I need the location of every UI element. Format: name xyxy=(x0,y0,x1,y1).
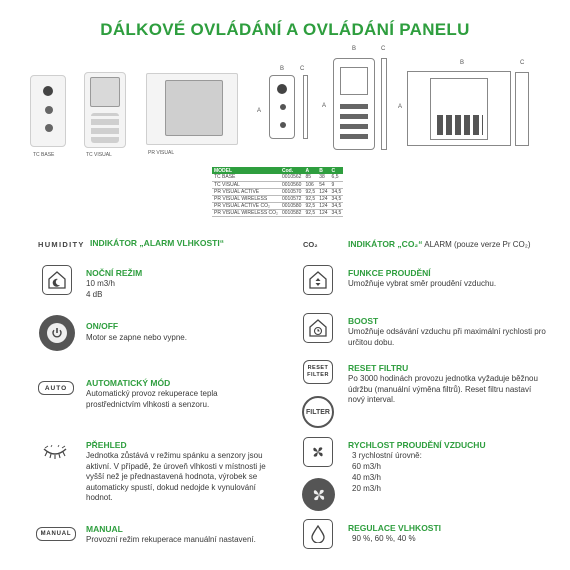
tc-base-side-drawing xyxy=(303,75,308,139)
spec-header-c: C xyxy=(330,167,344,174)
spec-cell: 38 xyxy=(317,174,329,181)
tc-visual-screen xyxy=(90,77,120,107)
airflow-function-title: FUNKCE PROUDĚNÍ xyxy=(348,268,431,278)
spec-cell: 34,5 xyxy=(331,202,342,209)
spec-cell: 124 xyxy=(319,209,328,216)
pr-visual-side-drawing xyxy=(515,72,529,146)
spec-cell: 54 xyxy=(317,181,329,188)
table-row xyxy=(212,202,343,209)
spec-cell: 34,5 xyxy=(331,195,342,202)
dim-b-1: B xyxy=(280,66,285,72)
manual-text: Provozní režim rekuperace manuální nastavení. xyxy=(86,535,256,544)
humidity-regulation-text: 90 %, 60 %, 40 % xyxy=(352,534,416,543)
spec-cell: PR VISUAL ACTIVE xyxy=(212,188,280,195)
spec-cell: 0010572 xyxy=(282,195,302,202)
spec-table-header xyxy=(212,167,343,174)
humidity-regulation-title: REGULACE VLHKOSTI xyxy=(348,523,442,533)
power-button-icon xyxy=(43,86,53,96)
drawing-screen xyxy=(340,67,368,95)
spec-cell: 106 xyxy=(303,181,317,188)
pr-visual-screen xyxy=(165,80,223,136)
reset-filter-icon xyxy=(303,360,333,384)
spec-cell: 34,5 xyxy=(331,209,342,216)
spec-cell: 0010560 xyxy=(282,181,302,188)
auto-mode-title: AUTOMATICKÝ MÓD xyxy=(86,378,171,388)
spec-cell: 0010562 xyxy=(282,174,302,181)
dim-b-3: B xyxy=(460,60,465,66)
airflow-speed-levels: 3 rychlostní úrovně: xyxy=(352,451,422,460)
filter-icon: FILTER xyxy=(302,396,334,428)
pr-visual-caption: PR VISUAL xyxy=(148,150,175,156)
spec-cell: TC VISUAL xyxy=(212,181,280,188)
humidity-label: HUMIDITY xyxy=(38,240,85,249)
onoff-title: ON/OFF xyxy=(86,321,119,331)
dim-c-3: C xyxy=(520,60,525,66)
boost-text: Umožňuje odsávání vzduchu při maximální rychlosti pro určitou dobu. xyxy=(348,327,546,347)
moon-icon xyxy=(42,265,72,295)
spec-header-cod: Cod. xyxy=(280,167,303,174)
auto-icon: AUTO xyxy=(38,381,74,395)
spec-cell: 9 xyxy=(330,181,344,188)
airflow-function-text: Umožňuje vybrat směr proudění vzduchu. xyxy=(348,279,497,288)
spec-cell: TC BASE xyxy=(212,174,280,181)
dim-a-2: A xyxy=(322,103,327,109)
tc-visual-drawing xyxy=(333,58,375,150)
mode-icon xyxy=(45,124,53,132)
manual-icon: MANUAL xyxy=(36,527,76,541)
reset-filter-icon-line2: FILTER xyxy=(307,372,329,378)
spec-cell: 0010570 xyxy=(282,188,302,195)
night-mode-title: NOČNÍ REŽIM xyxy=(86,268,143,278)
sleep-eye-icon xyxy=(40,444,70,460)
spec-cell: 34,5 xyxy=(331,188,342,195)
spec-header-model: MODEL xyxy=(212,167,280,174)
night-mode-airflow: 10 m3/h xyxy=(86,279,115,288)
drawing-power-icon xyxy=(277,84,287,94)
overview-text: Jednotka zůstává v režimu spánku a senzory jsou aktivní. V případě, že úroveň vlhkosti v místnosti je vyšší než je přednastavená hodnota, výrobek se automaticky spustí, dokud nedojde k vynulování hodnot. xyxy=(86,451,266,502)
speed-icon xyxy=(45,106,53,114)
boost-title: BOOST xyxy=(348,316,379,326)
spec-cell: 92,5 xyxy=(305,195,316,202)
spec-cell: 0010582 xyxy=(282,209,302,216)
dim-b-2: B xyxy=(352,46,357,52)
airflow-direction-icon xyxy=(303,265,333,295)
drawing-keypad xyxy=(340,103,368,139)
drawing-keypad xyxy=(437,115,483,135)
reset-filter-text: Po 3000 hodinách provozu jednotka vyžaduje běžnou údržbu (manuální výměna filtrů). Reset filtru nastaví nový interval. xyxy=(348,374,538,404)
airflow-speed-20: 20 m3/h xyxy=(352,484,381,493)
overview-title: PŘEHLED xyxy=(86,440,127,450)
drawing-screen xyxy=(430,78,488,140)
tc-visual-keypad xyxy=(91,113,119,143)
co2-indicator-title: INDIKÁTOR „CO₂“ xyxy=(348,239,423,249)
dim-a-3: A xyxy=(398,104,403,110)
pr-visual-drawing xyxy=(407,71,511,146)
dim-a-1: A xyxy=(257,108,262,114)
reset-filter-icon-line1: RESET xyxy=(307,365,329,371)
manual-title: MANUAL xyxy=(86,524,123,534)
spec-cell: PR VISUAL ACTIVE CO₂ xyxy=(212,202,280,209)
co2-indicator-note: ALARM (pouze verze Pr CO₂) xyxy=(422,240,531,249)
tc-visual-caption: TC VISUAL xyxy=(86,152,112,158)
spec-cell: 92,5 xyxy=(305,188,316,195)
spec-cell: PR VISUAL WIRELESS CO₂ xyxy=(214,209,278,216)
airflow-speed-60: 60 m3/h xyxy=(352,462,381,471)
onoff-text: Motor se zapne nebo vypne. xyxy=(86,333,187,342)
humidity-drop-icon xyxy=(303,519,333,549)
spec-table xyxy=(212,167,343,217)
spec-cell: 0010580 xyxy=(282,202,302,209)
spec-cell: 6,5 xyxy=(330,174,344,181)
power-icon xyxy=(39,315,75,351)
spec-cell: 124 xyxy=(319,195,328,202)
tc-visual-side-drawing xyxy=(381,58,387,150)
airflow-speed-40: 40 m3/h xyxy=(352,473,381,482)
spec-cell: 124 xyxy=(319,188,328,195)
dim-c-1: C xyxy=(300,66,305,72)
fan-circle-icon xyxy=(302,478,335,511)
tc-base-drawing xyxy=(269,75,295,139)
drawing-dot-icon xyxy=(280,104,286,110)
table-row xyxy=(212,188,343,195)
reset-filter-title: RESET FILTRU xyxy=(348,363,409,373)
drawing-dot-icon xyxy=(280,122,286,128)
pr-visual-photo xyxy=(146,73,238,145)
tc-visual-photo xyxy=(84,72,126,148)
tc-base-caption: TC BASE xyxy=(33,152,55,158)
spec-cell: PR VISUAL WIRELESS xyxy=(212,195,280,202)
fan-speed-icon xyxy=(303,437,333,467)
spec-cell: 85 xyxy=(303,174,317,181)
co2-indicator xyxy=(348,239,531,251)
co2-label: CO₂ xyxy=(303,240,318,249)
boost-icon xyxy=(303,313,333,343)
auto-mode-text: Automatický provoz rekuperace tepla prostřednictvím vlhkosti a senzoru. xyxy=(86,389,218,409)
spec-cell: 92,5 xyxy=(305,209,316,216)
dim-c-2: C xyxy=(381,46,386,52)
page-title: DÁLKOVÉ OVLÁDÁNÍ A OVLÁDÁNÍ PANELU xyxy=(100,20,470,39)
night-mode-noise: 4 dB xyxy=(86,290,103,299)
spec-cell: 124 xyxy=(319,202,328,209)
table-row xyxy=(212,174,343,181)
table-row xyxy=(212,209,343,216)
table-row xyxy=(212,181,343,188)
tc-base-photo xyxy=(30,75,66,147)
table-row xyxy=(212,195,343,202)
spec-cell: 92,5 xyxy=(305,202,316,209)
spec-header-a: A xyxy=(303,167,317,174)
airflow-speed-title: RYCHLOST PROUDĚNÍ VZDUCHU xyxy=(348,440,486,450)
spec-header-b: B xyxy=(317,167,329,174)
humidity-indicator-title: INDIKÁTOR „ALARM VLHKOSTI“ xyxy=(90,238,224,248)
